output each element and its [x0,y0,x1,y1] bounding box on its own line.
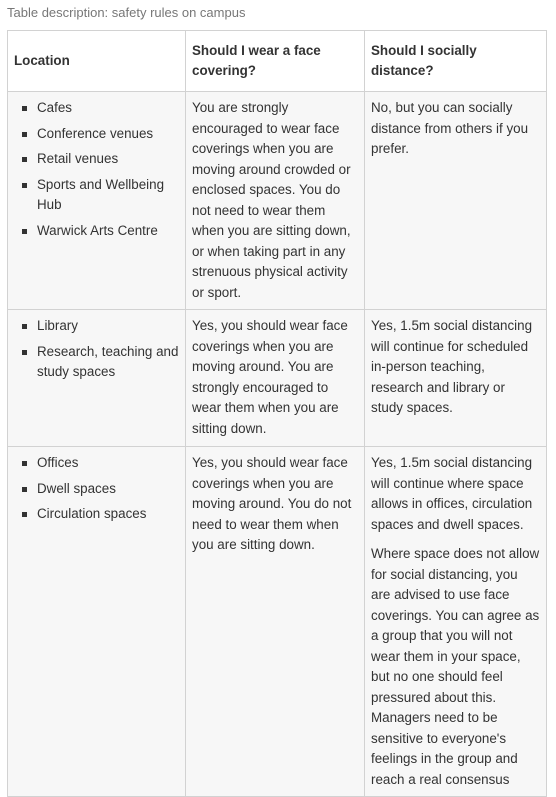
list-item: Dwell spaces [22,479,179,500]
header-social-distance: Should I socially distance? [365,31,547,92]
table-caption: Table description: safety rules on campus [7,5,246,20]
list-item: Research, teaching and study spaces [22,342,179,383]
face-covering-text: You are strongly encouraged to wear face coverings when you are moving around crowded or enclosed spaces. You do not need to wear them when you are sitting down, or when taking part in any strenuous physical activity or sport. [192,100,351,300]
header-face-covering: Should I wear a face covering? [186,31,365,92]
list-item: Cafes [22,98,179,119]
location-list [14,453,179,525]
location-list [14,98,179,241]
social-distance-text: Where space does not allow for social distancing, you are advised to use face coverings. You can agree as a group that you will not wear them in your space, but no one should feel pressured about this. Managers need to be sensitive to everyone's feelings in the group and reach a real consensus [371,546,540,787]
face-covering-cell [186,92,365,310]
location-cell [8,310,186,447]
social-distance-cell [365,447,547,797]
face-covering-text: Yes, you should wear face coverings when you are moving around. You do not need to wear them when you are sitting down. [192,455,352,552]
list-item: Conference venues [22,124,179,145]
list-item: Sports and Wellbeing Hub [22,175,179,216]
list-item: Retail venues [22,149,179,170]
social-distance-text: Yes, 1.5m social distancing will continue where space allows in offices, circulation spaces and dwell spaces. [371,455,533,532]
location-cell [8,447,186,797]
table-header-row [8,31,547,92]
face-covering-cell [186,310,365,447]
face-covering-text: Yes, you should wear face coverings when you are moving around. You are strongly encouraged to wear them when you are sitting down. [192,318,348,436]
list-item: Circulation spaces [22,504,179,525]
location-list [14,316,179,383]
face-covering-cell [186,447,365,797]
safety-rules-table [7,30,547,797]
list-item: Library [22,316,179,337]
social-distance-cell [365,92,547,310]
table-row [8,447,547,797]
social-distance-text: Yes, 1.5m social distancing will continue for scheduled in-person teaching, research and library or study spaces. [371,318,533,415]
location-cell [8,92,186,310]
table-row [8,310,547,447]
social-distance-cell [365,310,547,447]
list-item: Offices [22,453,179,474]
header-location: Location [8,31,186,92]
list-item: Warwick Arts Centre [22,221,179,242]
social-distance-text: No, but you can socially distance from others if you prefer. [371,100,529,156]
table-row [8,92,547,310]
